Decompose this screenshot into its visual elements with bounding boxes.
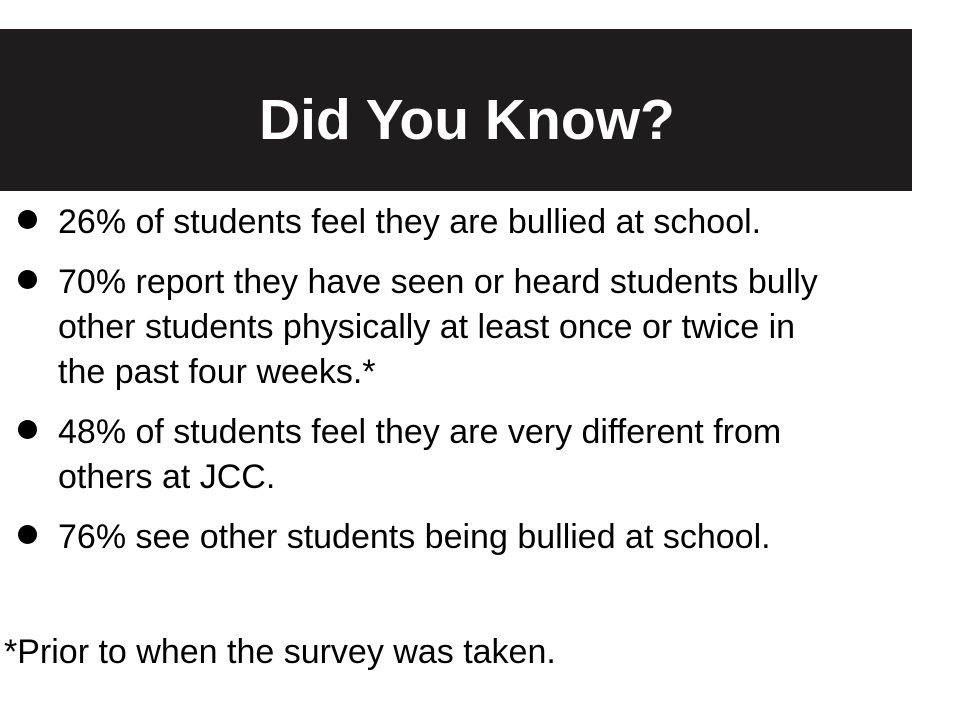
bullet-line: 70% report they have seen or heard students bully [58,263,818,301]
bullet-dot [18,270,37,289]
slide-title: Did You Know? [259,88,675,152]
bullet-dot [18,210,37,229]
bullet-dot [18,420,37,439]
bullet-text [58,410,948,500]
bullet-text [58,260,948,395]
footnote: *Prior to when the survey was taken. [4,633,556,671]
bullet-text [58,200,948,245]
bullet-line: the past four weeks.* [58,353,376,391]
bullet-dot [18,525,37,544]
bullet-line: 26% of students feel they are bullied at school. [58,203,762,241]
bullet-line: other students physically at least once or twice in [58,308,796,346]
bullet-line: others at JCC. [58,458,276,496]
bullet-text [58,515,948,560]
bullet-line: 48% of students feel they are very different from [58,413,782,451]
bullet-line: 76% see other students being bullied at school. [58,518,771,556]
